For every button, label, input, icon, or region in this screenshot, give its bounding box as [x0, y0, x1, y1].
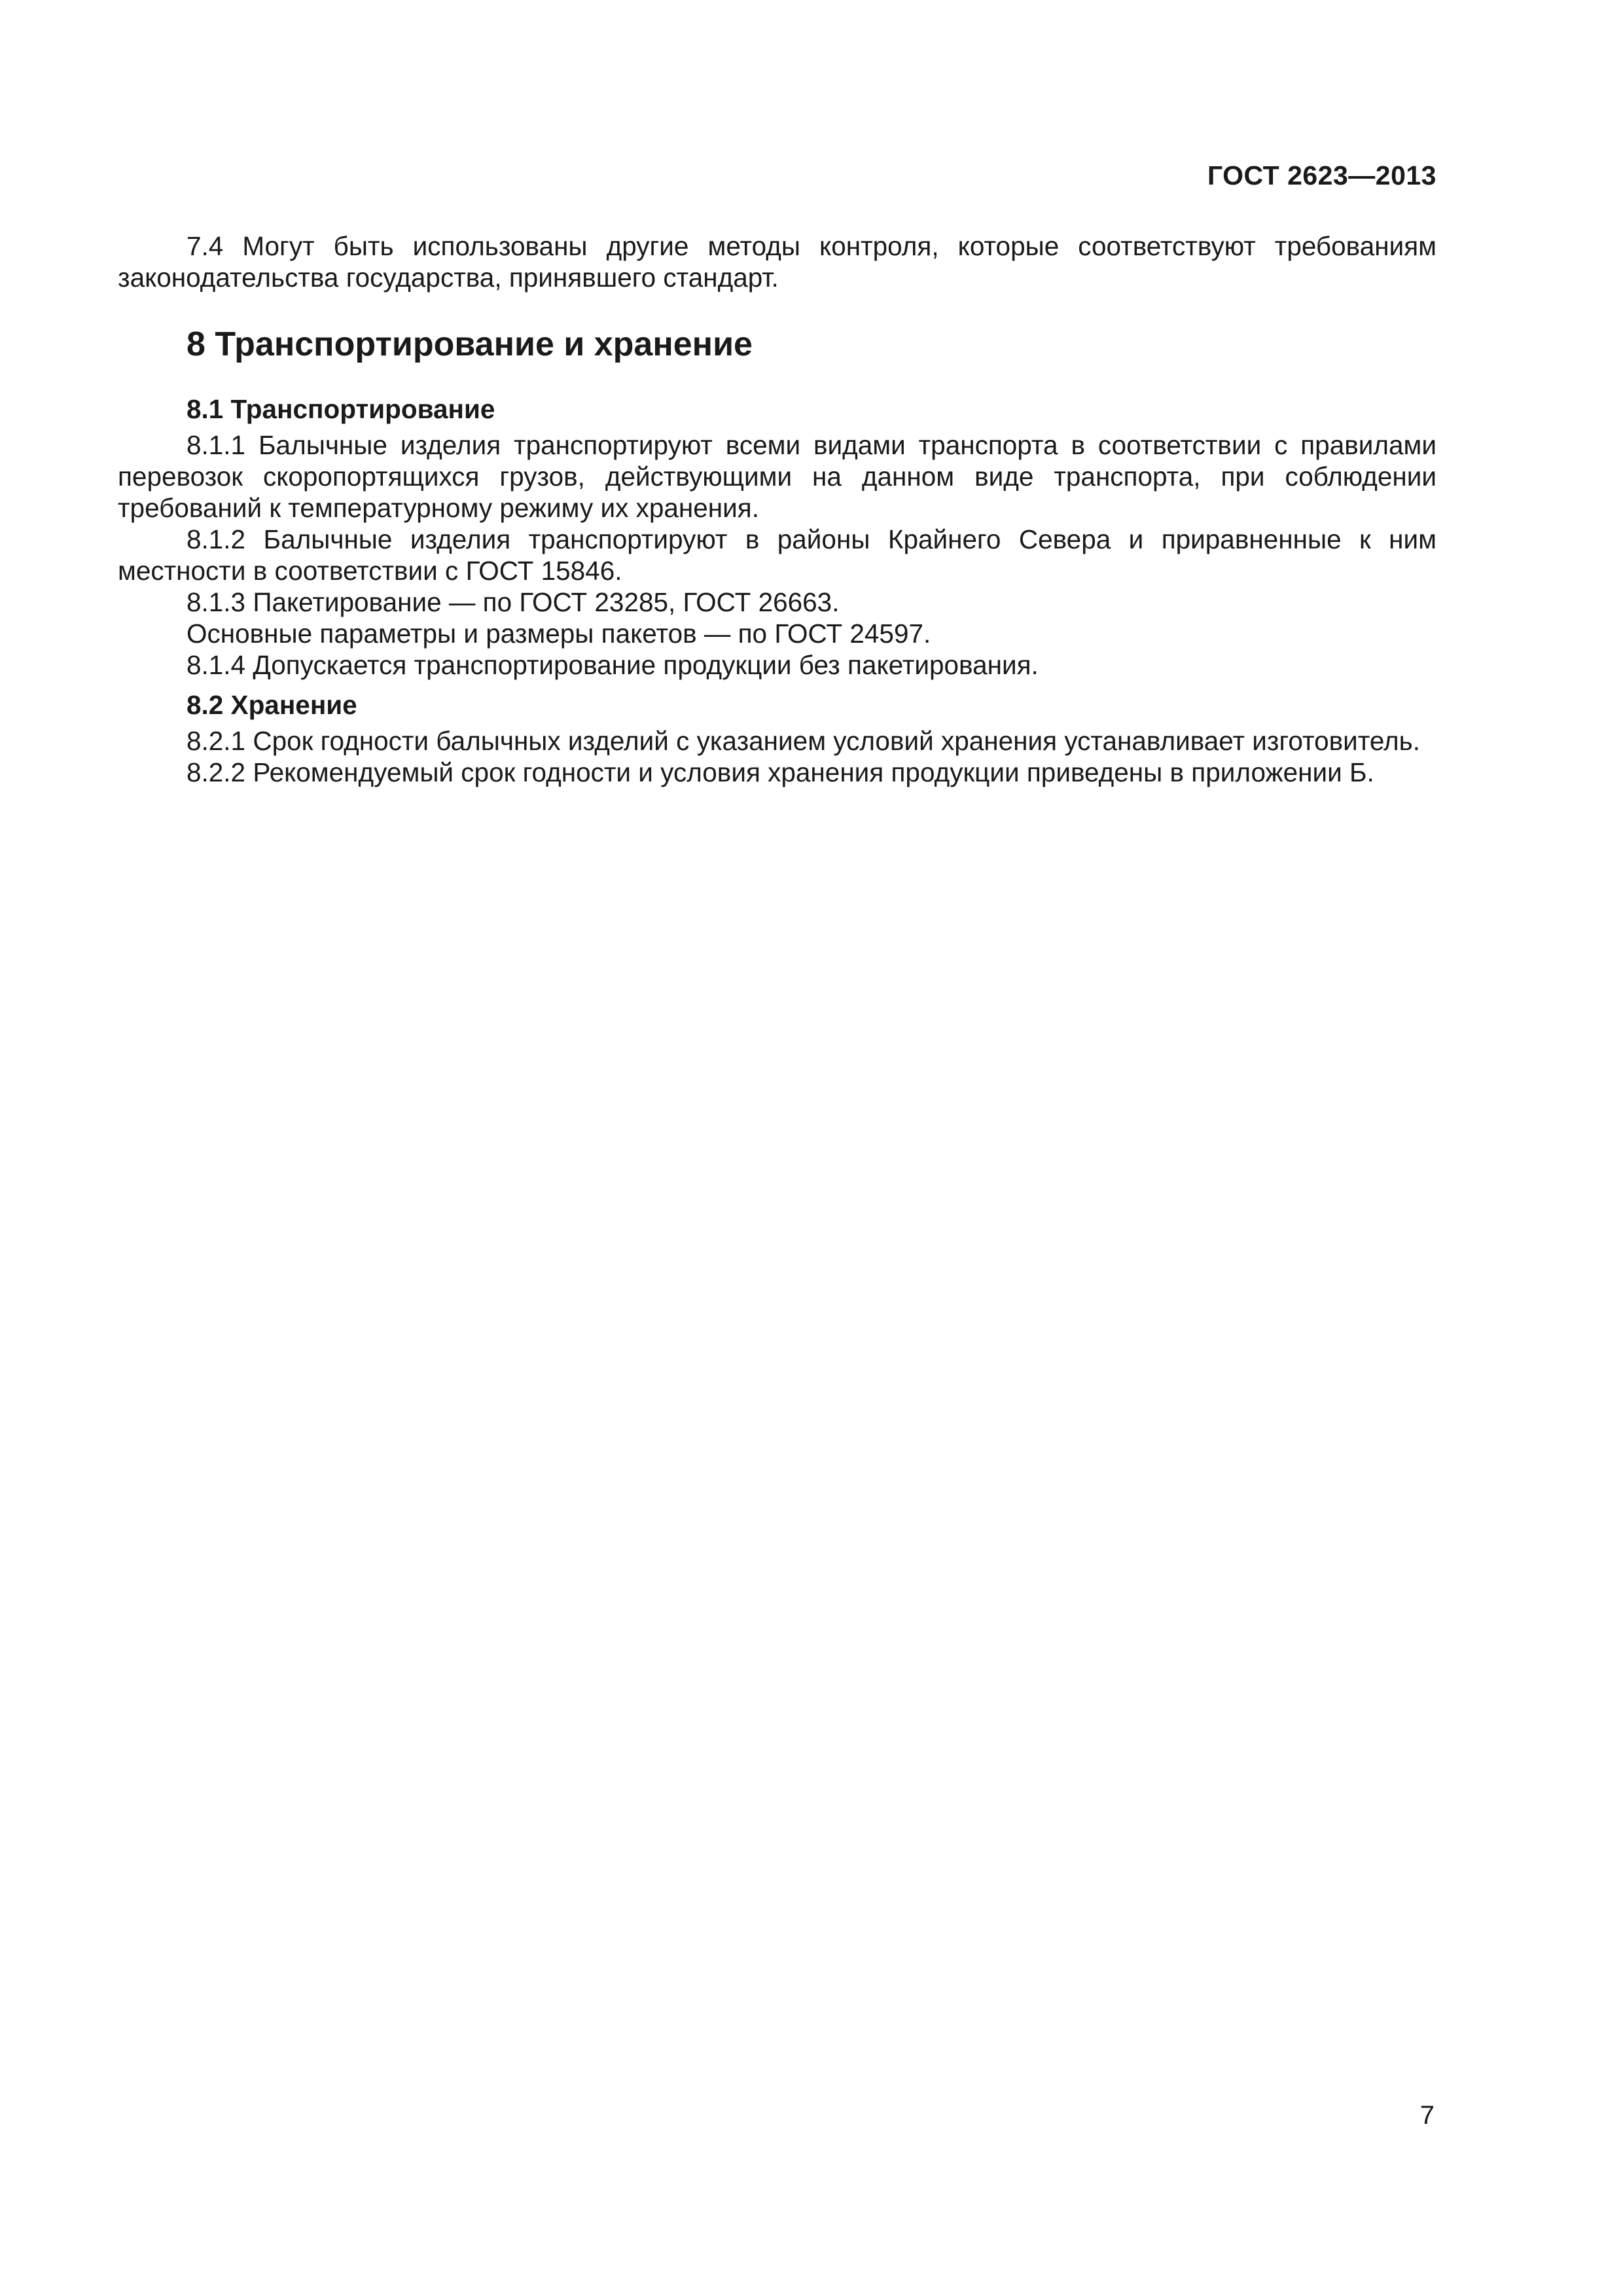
paragraph-8-2-1: 8.2.1 Срок годности балычных изделий с указанием условий хранения устанавливает изготовитель. [187, 726, 1421, 756]
section-8-title: 8 Транспортирование и хранение [187, 325, 753, 363]
document-body [118, 229, 1436, 788]
paragraph-8-1-4: 8.1.4 Допускается транспортирование продукции без пакетирования. [187, 650, 1039, 680]
subsection-8-1-title: 8.1 Транспортирование [187, 394, 495, 424]
paragraph-8-1-2: 8.1.2 Балычные изделия транспортируют в районы Крайнего Севера и приравненные к ним местности в соответствии с ГОСТ 15846. [118, 524, 1436, 586]
subsection-8-2-title: 8.2 Хранение [187, 690, 357, 720]
document-code-header: ГОСТ 2623—2013 [1207, 160, 1436, 190]
paragraph-8-1-3-packages: Основные параметры и размеры пакетов — по ГОСТ 24597. [187, 619, 931, 649]
paragraph-8-1-1: 8.1.1 Балычные изделия транспортируют всеми видами транспорта в соответствии с правилами перевозок скоропортящихся грузов, действующими на данном виде транспорта, при соблюдении требований к температурному режиму их хранения. [118, 430, 1436, 523]
page-number: 7 [1419, 2101, 1435, 2130]
paragraph-8-1-3: 8.1.3 Пакетирование — по ГОСТ 23285, ГОСТ 26663. [187, 587, 840, 617]
paragraph-7-4: 7.4 Могут быть использованы другие методы контроля, которые соответствуют требованиям законодательства государства, принявшего стандарт. [118, 231, 1436, 293]
paragraph-8-2-2: 8.2.2 Рекомендуемый срок годности и условия хранения продукции приведены в приложении Б. [187, 757, 1374, 787]
